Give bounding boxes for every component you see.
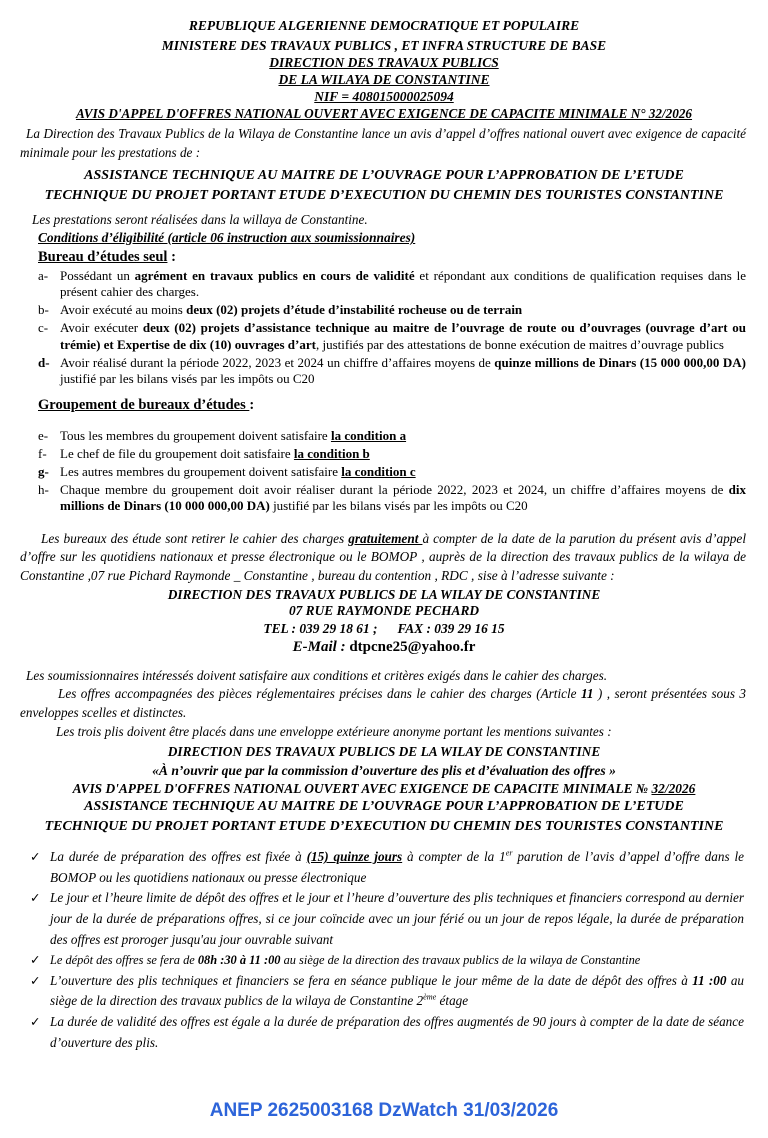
bullet-jour-heure-limite <box>30 888 748 950</box>
groupement-heading: Groupement de bureaux d’études : <box>38 396 255 413</box>
list-item-marker: f- <box>38 445 47 461</box>
list-item-marker: d- <box>38 354 50 370</box>
bullet-ouverture-plis <box>30 971 748 1012</box>
list-item-text: Le chef de file du groupement doit satisfaire la condition b <box>60 445 370 461</box>
address-line-direction: DIRECTION DES TRAVAUX PUBLICS DE LA WILAY DE CONSTANTINE <box>167 586 601 602</box>
project-title-line-2: TECHNIQUE DU PROJET PORTANT ETUDE D’EXECUTION DU CHEMIN DES TOURISTES CONSTANTINE <box>44 188 724 203</box>
list-item-text: Avoir exécuter deux (02) projets d’assistance technique au maitre de l’ouvrage de route ou d’ouvrages (ouvrage d’art ou trémie) et Expertise de dix (10) ouvrages d’art, justifiés par des attestations de bonne exécution de maitres d’ouvrage publics <box>60 320 746 352</box>
bullet-text: La durée de préparation des offres est fixée à (15) quinze jours à compter de la 1er parution de l’avis d’appel d’offre dans le BOMOP ou les quotidiens nationaux ou presse électronique <box>50 848 745 885</box>
list-item-h <box>38 482 748 515</box>
list-item-text: Tous les membres du groupement doivent satisfaire la condition a <box>60 427 407 443</box>
bullet-depot-offres <box>30 950 748 971</box>
envelope-avis-line: AVIS D'APPEL D'OFFRES NATIONAL OUVERT AVEC EXIGENCE DE CAPACITE MINIMALE № 32/2026 <box>72 781 696 797</box>
list-item-d <box>38 355 748 388</box>
header-line-ministry: MINISTERE DES TRAVAUX PUBLICS , ET INFRA STRUCTURE DE BASE <box>161 38 607 53</box>
checkmark-icon: ✓ <box>30 850 41 865</box>
bullet-duree-preparation <box>30 847 748 888</box>
envelope-title-line-1: ASSISTANCE TECHNIQUE AU MAITRE DE L’OUVRAGE POUR L’APPROBATION DE L’ETUDE <box>84 799 684 815</box>
list-item-g <box>38 464 748 480</box>
list-item-f <box>38 446 748 462</box>
bullet-text: L’ouverture des plis techniques et financiers se fera en séance publique le jour même de la date de dépôt des offres à 11 :00 au siège de la direction des travaux publics de la wilaya de Constantine 2ème étage <box>50 972 745 1009</box>
bullet-text: La durée de validité des offres est égale a la durée de préparation des offres augmentés de 90 jours à compter de la date de séance d’ouverture des plis. <box>50 1013 744 1050</box>
conditions-bullet-list <box>20 847 748 1053</box>
list-item-text: Avoir réalisé durant la période 2022, 2023 et 2024 un chiffre d’affaires moyens de quinze millions de Dinars (15 000 000,00 DA) justifié par les bilans visés par les impôts ou C20 <box>60 354 747 386</box>
checkmark-icon: ✓ <box>30 953 41 968</box>
envelope-direction-line: DIRECTION DES TRAVAUX PUBLICS DE LA WILAY DE CONSTANTINE <box>167 744 601 760</box>
checkmark-icon: ✓ <box>30 973 41 988</box>
address-line-tel-fax: TEL : 039 29 18 61 ; FAX : 039 29 16 15 <box>263 620 505 636</box>
header-line-nif: NIF = 408015000025094 <box>314 89 454 104</box>
offres-paragraph: Les offres accompagnées des pièces réglementaires précises dans le cahier des charges (Article 11 ) , seront présentées sous 3 enveloppes scelles et distinctes. <box>20 686 746 721</box>
list-item-marker: a- <box>38 268 49 283</box>
groupement-list <box>20 428 748 516</box>
bureau-seul-heading: Bureau d’études seul : <box>38 249 176 265</box>
eligibility-heading: Conditions d’éligibilité (article 06 instruction aux soumissionnaires) <box>38 230 416 245</box>
bureau-seul-list <box>20 268 748 389</box>
envelope-mention-line: «À n’ouvrir que par la commission d’ouverture des plis et d’évaluation des offres » <box>152 763 616 779</box>
checkmark-icon: ✓ <box>30 1014 41 1029</box>
notice-title: AVIS D'APPEL D'OFFRES NATIONAL OUVERT AVEC EXIGENCE DE CAPACITE MINIMALE N° 32/2026 <box>75 106 693 121</box>
list-item-e <box>38 428 748 444</box>
list-item-c <box>38 320 748 353</box>
list-item-marker: h- <box>38 481 49 497</box>
bullet-validite-offres <box>30 1012 748 1053</box>
list-item-b <box>38 302 748 318</box>
address-line-street: 07 RUE RAYMONDE PECHARD <box>288 603 480 619</box>
list-item-a <box>38 268 748 301</box>
intro-paragraph: La Direction des Travaux Publics de la Wilaya de Constantine lance un avis d’appel d’offres national ouvert avec exigence de capacité minimale pour les prestations de : <box>20 126 746 160</box>
list-item-text: Avoir exécuté au moins deux (02) projets d’étude d’instabilité rocheuse ou de terrain <box>60 302 523 318</box>
cahier-retrait-paragraph: Les bureaux des étude sont retirer le cahier des charges gratuitement à compter de la date de la parution du présent avis d’appel d’offre sur les quotidiens nationaux et presse électronique ou le BOMOP , auprès de la direction des travaux publics de la wilaya de Constantine ,07 rue Pichard Raymonde _ Constantine , bureau du contention , RDC , sise à l’adresse suivante : <box>20 530 747 584</box>
address-email: E-Mail : dtpcne25@yahoo.fr <box>292 639 476 656</box>
conditions-paragraph: Les soumissionnaires intéressés doivent satisfaire aux conditions et critères exigés dans le cahier des charges. <box>26 668 608 684</box>
bullet-text: Le jour et l’heure limite de dépôt des offres et le jour et l’heure d’ouverture des plis techniques et financiers correspond au dernier jour de la durée de préparations offres, si ce jour coïncide avec un jour férié ou un jour de repos légale, la durée de préparation des offres est proroger jusqu'au jour ouvrable suivant <box>50 890 744 947</box>
location-note: Les prestations seront réalisées dans la willaya de Constantine. <box>32 212 368 227</box>
checkmark-icon: ✓ <box>30 891 41 906</box>
plis-paragraph: Les trois plis doivent être placés dans une enveloppe extérieure anonyme portant les mentions suivantes : <box>56 724 612 740</box>
header-line-direction: DIRECTION DES TRAVAUX PUBLICS <box>269 55 499 70</box>
list-item-marker: c- <box>38 320 49 336</box>
list-item-marker: e- <box>38 427 49 443</box>
header-line-wilaya: DE LA WILAYA DE CONSTANTINE <box>278 72 490 87</box>
header-line-republic: REPUBLIQUE ALGERIENNE DEMOCRATIQUE ET POPULAIRE <box>188 18 580 33</box>
envelope-title-line-2: TECHNIQUE DU PROJET PORTANT ETUDE D’EXECUTION DU CHEMIN DES TOURISTES CONSTANTINE <box>44 818 724 834</box>
list-item-text: Les autres membres du groupement doivent satisfaire la condition c <box>60 463 416 479</box>
list-item-marker: b- <box>38 302 49 318</box>
list-item-text: Chaque membre du groupement doit avoir réaliser durant la période 2022, 2023 et 2024, un chiffre d’affaires moyens de dix millions de Dinars (10 000 000,00 DA) justifié par les bilans visés par les impôts ou C20 <box>60 481 746 513</box>
anep-footer: ANEP 2625003168 DzWatch 31/03/2026 <box>209 1100 559 1121</box>
list-item-marker: g- <box>38 463 49 479</box>
bullet-text: Le dépôt des offres se fera de 08h :30 à 11 :00 au siège de la direction des travaux publics de la wilaya de Constantine <box>50 953 641 968</box>
list-item-text: Possédant un agrément en travaux publics en cours de validité et répondant aux conditions de qualification requises dans le présent cahier des charges. <box>60 268 747 300</box>
project-title-line-1: ASSISTANCE TECHNIQUE AU MAITRE DE L’OUVRAGE POUR L’APPROBATION DE L’ETUDE <box>84 168 684 183</box>
